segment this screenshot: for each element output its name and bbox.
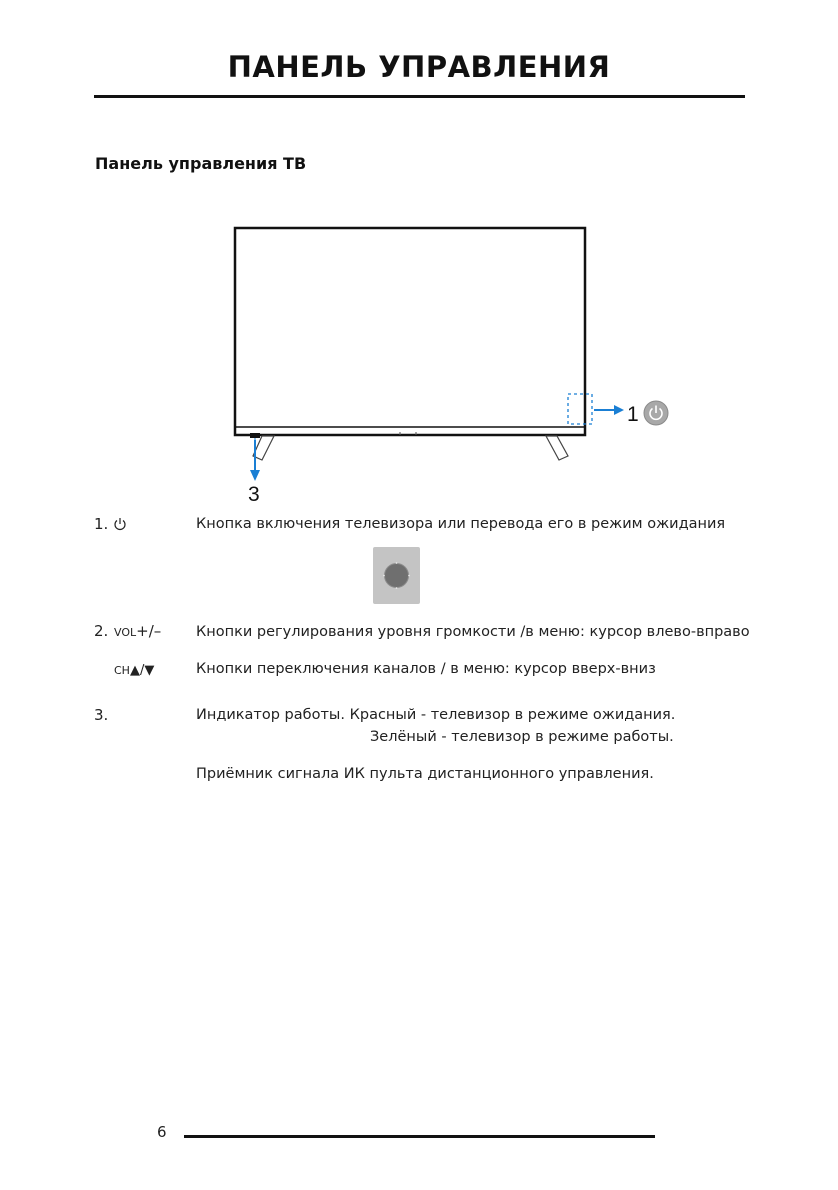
- ch-text: CH: [114, 664, 130, 677]
- arrow-right-icon: [614, 405, 624, 415]
- vol-symbols: +/–: [136, 622, 162, 640]
- power-icon: [113, 517, 127, 531]
- item-2-number: 2.: [94, 622, 109, 640]
- section-subtitle: Панель управления ТВ: [95, 154, 307, 173]
- item-2b-description: Кнопки переключения каналов / в меню: курсор вверх-вниз: [196, 661, 656, 677]
- ch-symbols: ▲/▼: [129, 663, 155, 678]
- vol-text: VOL: [114, 626, 137, 639]
- tv-stand-left: [253, 436, 274, 460]
- item-3-number: 3.: [94, 706, 109, 724]
- item-3-ir-description: Приёмник сигнала ИК пульта дистанционного управления.: [196, 766, 654, 782]
- vol-button-label: [114, 622, 161, 640]
- ch-button-label: [114, 660, 154, 678]
- tv-screen: [235, 228, 585, 435]
- tv-stand-right: [546, 436, 568, 460]
- indicator-highlight: [250, 433, 260, 438]
- arrow-down-icon: [250, 470, 260, 481]
- item-1-number: 1.: [94, 515, 109, 533]
- callout-3-label: 3: [248, 483, 260, 506]
- joystick-control-icon: [373, 547, 421, 605]
- tv-illustration: [0, 0, 838, 520]
- item-3-description-line1: Индикатор работы. Красный - телевизор в режиме ожидания.: [196, 707, 676, 723]
- footer-divider: [184, 1135, 655, 1138]
- callout-1-label: 1: [627, 403, 639, 426]
- page-title: ПАНЕЛЬ УПРАВЛЕНИЯ: [227, 50, 611, 84]
- item-3-description-line2: Зелёный - телевизор в режиме работы.: [370, 729, 674, 745]
- item-2-description: Кнопки регулирования уровня громкости /в меню: курсор влево-вправо: [196, 624, 750, 640]
- power-button-icon: [644, 401, 668, 425]
- item-1-description: Кнопка включения телевизора или перевода его в режим ожидания: [196, 516, 726, 532]
- page-number: 6: [157, 1123, 167, 1141]
